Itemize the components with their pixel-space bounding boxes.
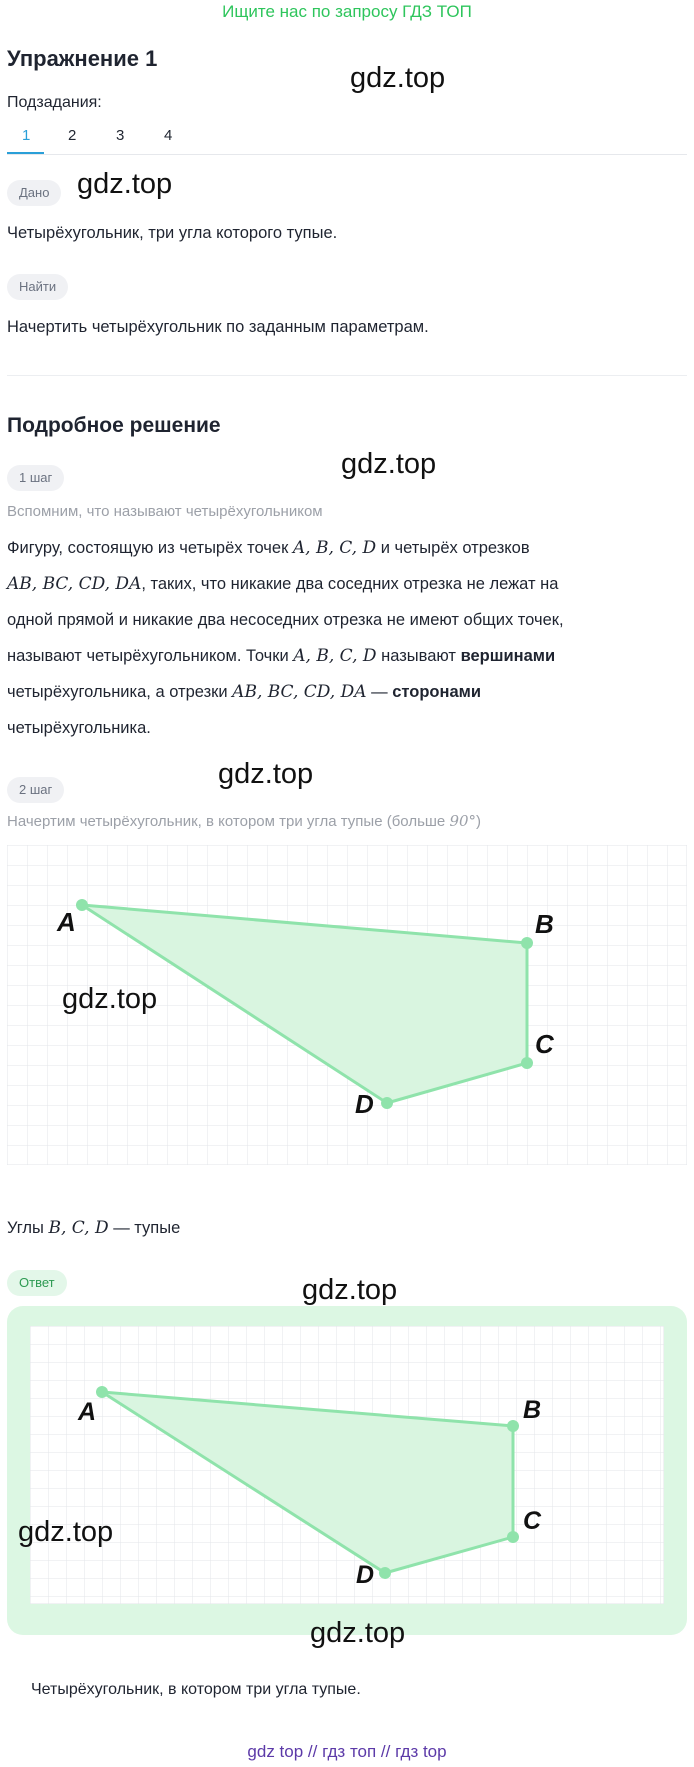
step1-text-5: называют (381, 647, 456, 665)
step1-text-3: , таких, что никакие два соседних отрезка не лежат на (141, 575, 559, 593)
step2-chip: 2 шаг (7, 777, 64, 803)
angles-math: B, C, D (48, 1218, 109, 1238)
step1-line-4 (7, 638, 687, 674)
tab-3[interactable]: 3 (116, 127, 125, 144)
answer-label-b: B (523, 1396, 542, 1424)
subtasks-label: Подзадания: (7, 94, 102, 111)
answer-label-d: D (356, 1561, 375, 1589)
tab-2[interactable]: 2 (68, 127, 77, 144)
step1-line-6: четырёхугольника. (7, 719, 151, 737)
step1-line-2 (7, 566, 687, 602)
vertex-c (521, 1057, 533, 1069)
given-text: Четырёхугольник, три угла которого тупые. (7, 224, 338, 242)
degree-value: 90° (449, 812, 477, 830)
solution-title: Подробное решение (7, 414, 221, 437)
math-sides: AB, BC, CD, DA (232, 682, 367, 702)
watermark-1: gdz.top (350, 62, 446, 94)
label-b: B (535, 909, 554, 939)
given-chip: Дано (7, 180, 61, 206)
step1-chip: 1 шаг (7, 465, 64, 491)
answer-text: Четырёхугольник, в котором три угла тупые. (31, 1681, 361, 1698)
step2-subtitle-text: Начертим четырёхугольник, в котором три угла тупые (больше (7, 813, 446, 830)
search-banner: Ищите нас по запросу ГДЗ ТОП (222, 2, 472, 21)
vertex-b (521, 937, 533, 949)
term-sides: сторонами (392, 683, 481, 701)
step1-dash: — (371, 683, 388, 701)
answer-label-a: A (78, 1398, 97, 1426)
watermark-6: gdz.top (302, 1274, 398, 1306)
answer-vertex-b (507, 1420, 519, 1432)
math-vertices: A, B, C, D (293, 646, 377, 666)
step1-line-5 (7, 674, 687, 710)
watermark-4: gdz.top (218, 758, 314, 790)
vertex-d (381, 1097, 393, 1109)
step1-text-6: четырёхугольника, а отрезки (7, 683, 228, 701)
watermark-8: gdz.top (310, 1617, 406, 1649)
step1-text-2: и четырёх отрезков (380, 539, 530, 557)
answer-vertex-a (96, 1386, 108, 1398)
find-text: Начертить четырёхугольник по заданным параметрам. (7, 318, 429, 336)
tab-4[interactable]: 4 (164, 127, 173, 144)
tabs-divider (7, 154, 687, 155)
answer-vertex-c (507, 1531, 519, 1543)
label-c: C (535, 1029, 554, 1059)
step1-text-1: Фигуру, состоящую из четырёх точек (7, 539, 289, 557)
watermark-3: gdz.top (341, 448, 437, 480)
watermark-2: gdz.top (77, 168, 173, 200)
section-divider (7, 375, 687, 376)
angles-prefix: Углы (7, 1219, 44, 1237)
angles-statement (7, 1210, 180, 1246)
step2-close-paren: ) (476, 813, 482, 830)
label-d: D (355, 1089, 374, 1119)
term-vertices: вершинами (460, 647, 556, 665)
answer-label-c: C (523, 1507, 542, 1535)
step1-subtitle: Вспомним, что называют четырёхугольником (7, 503, 323, 520)
step1-paragraph (7, 530, 687, 746)
exercise-title: Упражнение 1 (7, 46, 158, 71)
watermark-5: gdz.top (62, 983, 158, 1015)
vertex-a (76, 899, 88, 911)
math-points: A, B, C, D (292, 538, 377, 558)
label-a: A (57, 907, 76, 937)
answer-diagram (30, 1326, 664, 1604)
math-segments: AB, BC, CD, DA (7, 574, 142, 594)
answer-vertex-d (379, 1567, 391, 1579)
step1-line-3: одной прямой и никакие два несоседних отрезка не имеют общих точек, (7, 611, 564, 629)
step1-line-1 (7, 530, 687, 566)
tab-1[interactable]: 1 (22, 127, 31, 144)
step1-text-4: называют четырёхугольником. Точки (7, 647, 289, 665)
find-chip: Найти (7, 274, 68, 300)
angles-suffix: — тупые (113, 1219, 181, 1237)
step2-subtitle (7, 812, 481, 830)
watermark-7: gdz.top (18, 1516, 114, 1548)
footer-links[interactable]: gdz top // гдз топ // гдз top (247, 1742, 447, 1761)
answer-chip: Ответ (7, 1270, 67, 1296)
